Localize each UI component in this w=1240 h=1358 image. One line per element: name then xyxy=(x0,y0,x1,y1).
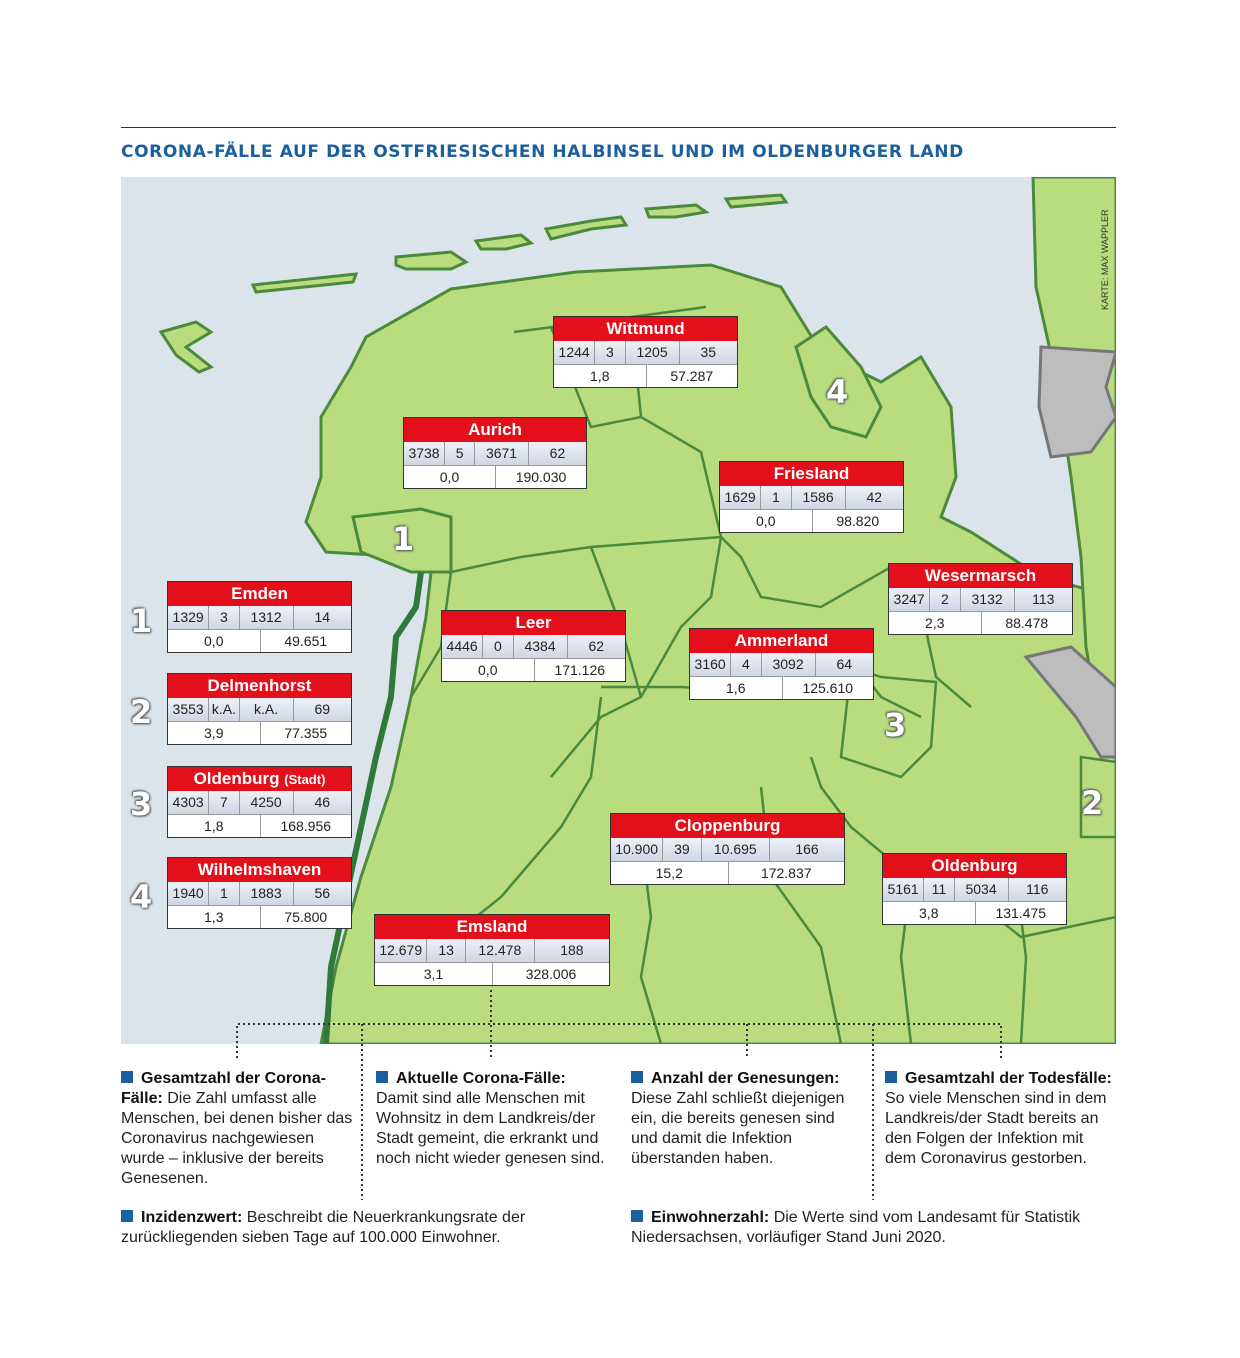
recovered: 4384 xyxy=(514,635,568,658)
deaths: 116 xyxy=(1026,881,1049,897)
population: 125.610 xyxy=(802,680,854,696)
district-box-aurich xyxy=(403,417,587,489)
total-cases: 1329 xyxy=(168,606,209,629)
island-juist xyxy=(253,274,356,292)
district-name: Friesland xyxy=(720,462,903,486)
recovered: 1586 xyxy=(792,486,846,509)
island-borkum xyxy=(161,322,211,372)
district-box-wilhelmshaven xyxy=(167,857,352,929)
legend-bullet xyxy=(121,1071,133,1083)
district-box-wittmund xyxy=(553,316,738,388)
recovered: 5034 xyxy=(955,878,1009,901)
map-credit: KARTE: MAX WAPPLER xyxy=(1100,209,1110,310)
deaths: 64 xyxy=(836,656,853,672)
deaths: 62 xyxy=(549,445,566,461)
island-baltrum xyxy=(476,235,531,249)
active-cases: k.A. xyxy=(209,698,239,721)
recovered: 3092 xyxy=(762,653,816,676)
legend-bullet xyxy=(631,1210,643,1222)
island-norderney xyxy=(396,252,466,269)
side-number-1: 1 xyxy=(130,602,153,640)
population: 75.800 xyxy=(284,909,328,925)
legend-text: Die Werte sind vom Landesamt für Statistik Niedersachsen, vorläufiger Stand Juni 2020. xyxy=(631,1209,1081,1246)
page-title: CORONA-FÄLLE AUF DER OSTFRIESISCHEN HALBINSEL UND IM OLDENBURGER LAND xyxy=(121,142,964,162)
population: 49.651 xyxy=(284,633,328,649)
total-cases: 3247 xyxy=(889,588,930,611)
map-number-2: 2 xyxy=(1081,784,1104,822)
total-cases: 1629 xyxy=(720,486,761,509)
district-name: Wilhelmshaven xyxy=(168,858,351,882)
active-cases: 13 xyxy=(427,939,465,962)
legend-text: So viele Menschen sind in dem Landkreis/der Stadt bereits an den Folgen der Infektion mit dem Coronavirus gestorben. xyxy=(885,1090,1107,1167)
total-cases: 5161 xyxy=(883,878,924,901)
incidence: 1,6 xyxy=(690,677,783,699)
district-box-emden xyxy=(167,581,352,653)
active-cases: 1 xyxy=(761,486,791,509)
top-rule xyxy=(121,127,1116,128)
incidence: 0,0 xyxy=(404,466,496,488)
population: 77.355 xyxy=(284,725,328,741)
deaths: 188 xyxy=(560,942,584,958)
incidence: 0,0 xyxy=(720,510,813,532)
recovered: 4250 xyxy=(240,791,294,814)
total-cases: 1244 xyxy=(554,341,595,364)
deaths: 69 xyxy=(314,701,331,717)
deaths: 35 xyxy=(700,344,717,360)
total-cases: 12.679 xyxy=(375,939,427,962)
active-cases: 0 xyxy=(483,635,513,658)
side-number-4: 4 xyxy=(130,878,153,916)
district-name: Wesermarsch xyxy=(889,564,1072,588)
legend-bullet xyxy=(376,1071,388,1083)
population: 172.837 xyxy=(760,865,812,881)
legend-term: Gesamtzahl der Corona-Fälle: xyxy=(121,1070,326,1107)
active-cases: 39 xyxy=(663,838,701,861)
legend-text: Beschreibt die Neuerkrankungsrate der zurückliegenden sieben Tage auf 100.000 Einwohner. xyxy=(121,1209,526,1246)
incidence: 15,2 xyxy=(611,862,729,884)
district-box-emsland xyxy=(374,914,610,986)
district-name: Cloppenburg xyxy=(611,814,844,838)
total-cases: 1940 xyxy=(168,882,209,905)
district-suffix: (Stadt) xyxy=(284,772,326,787)
recovered: 1312 xyxy=(240,606,294,629)
legend-term: Inzidenzwert: xyxy=(141,1209,243,1226)
total-cases: 4303 xyxy=(168,791,209,814)
district-name: Aurich xyxy=(404,418,586,442)
incidence: 3,9 xyxy=(168,722,261,744)
active-cases: 3 xyxy=(209,606,239,629)
district-box-delmenhorst xyxy=(167,673,352,745)
incidence: 2,3 xyxy=(889,612,982,634)
total-cases: 3738 xyxy=(404,442,445,465)
incidence: 3,8 xyxy=(883,902,976,924)
map-number-1: 1 xyxy=(392,520,415,558)
legend-text: Diese Zahl schließt diejenigen ein, die bereits genesen sind und damit die Infektion überstanden haben. xyxy=(631,1090,845,1167)
district-name: Emden xyxy=(168,582,351,606)
district-name: Wittmund xyxy=(554,317,737,341)
deaths: 166 xyxy=(795,841,819,857)
side-number-2: 2 xyxy=(130,693,153,731)
recovered: 3132 xyxy=(961,588,1015,611)
legend-recovered xyxy=(631,1069,863,1169)
legend-term: Einwohnerzahl: xyxy=(651,1209,770,1226)
recovered: 3671 xyxy=(475,442,529,465)
incidence: 0,0 xyxy=(442,659,535,681)
incidence: 1,8 xyxy=(554,365,647,387)
active-cases: 5 xyxy=(445,442,475,465)
recovered: 1883 xyxy=(240,882,294,905)
deaths: 62 xyxy=(588,638,605,654)
active-cases: 3 xyxy=(595,341,625,364)
legend-incidence xyxy=(121,1208,611,1248)
population: 171.126 xyxy=(554,662,606,678)
recovered: 10.695 xyxy=(702,838,771,861)
legend-deaths xyxy=(885,1069,1117,1169)
legend-term: Anzahl der Genesungen: xyxy=(651,1070,840,1087)
total-cases: 3553 xyxy=(168,698,209,721)
deaths: 113 xyxy=(1032,591,1055,607)
side-number-3: 3 xyxy=(130,785,153,823)
population: 131.475 xyxy=(995,905,1047,921)
deaths: 14 xyxy=(314,609,331,625)
district-box-friesland xyxy=(719,461,904,533)
legend-bullet xyxy=(121,1210,133,1222)
deaths: 46 xyxy=(314,794,331,810)
district-name: Delmenhorst xyxy=(168,674,351,698)
total-cases: 4446 xyxy=(442,635,483,658)
recovered: k.A. xyxy=(240,698,294,721)
incidence: 1,8 xyxy=(168,815,261,837)
total-cases: 10.900 xyxy=(611,838,663,861)
recovered: 1205 xyxy=(626,341,680,364)
active-cases: 2 xyxy=(930,588,960,611)
island-spiekeroog xyxy=(646,205,706,217)
island-langeoog xyxy=(546,217,626,239)
population: 168.956 xyxy=(280,818,332,834)
map-number-3: 3 xyxy=(884,706,907,744)
deaths: 56 xyxy=(314,885,331,901)
incidence: 3,1 xyxy=(375,963,493,985)
legend-term: Aktuelle Corona-Fälle: xyxy=(396,1070,566,1087)
district-box-cloppenburg xyxy=(610,813,845,885)
population: 57.287 xyxy=(670,368,714,384)
district-name: Oldenburg xyxy=(193,769,280,788)
legend-population xyxy=(631,1208,1111,1248)
district-name: Ammerland xyxy=(690,629,873,653)
legend-text: Die Zahl umfasst alle Menschen, bei denen bisher das Coronavirus nachgewiesen wurde – inklusive der bereits Genesenen. xyxy=(121,1090,353,1187)
population: 328.006 xyxy=(525,966,577,982)
population: 190.030 xyxy=(515,469,567,485)
legend-bullet xyxy=(885,1071,897,1083)
district-box-wesermarsch xyxy=(888,563,1073,635)
incidence: 1,3 xyxy=(168,906,261,928)
district-box-oldenburg-kreis xyxy=(882,853,1067,925)
population: 98.820 xyxy=(836,513,880,529)
district-box-leer xyxy=(441,610,626,682)
recovered: 12.478 xyxy=(466,939,535,962)
total-cases: 3160 xyxy=(690,653,731,676)
district-name: Oldenburg xyxy=(883,854,1066,878)
active-cases: 7 xyxy=(209,791,239,814)
district-box-ammerland xyxy=(689,628,874,700)
active-cases: 11 xyxy=(924,878,954,901)
map-number-4: 4 xyxy=(826,373,849,411)
active-cases: 4 xyxy=(731,653,761,676)
deaths: 42 xyxy=(866,489,883,505)
active-cases: 1 xyxy=(209,882,239,905)
legend-total xyxy=(121,1069,356,1189)
legend-term: Gesamtzahl der Todesfälle: xyxy=(905,1070,1112,1087)
island-wangerooge xyxy=(726,195,786,207)
district-name: Emsland xyxy=(375,915,609,939)
district-name: Leer xyxy=(442,611,625,635)
legend-bullet xyxy=(631,1071,643,1083)
legend-text: Damit sind alle Menschen mit Wohnsitz in dem Landkreis/der Stadt gemeint, die erkrankt und noch nicht wieder genesen sind. xyxy=(376,1090,605,1167)
population: 88.478 xyxy=(1005,615,1049,631)
legend-active xyxy=(376,1069,608,1169)
incidence: 0,0 xyxy=(168,630,261,652)
district-box-oldenburg-stadt xyxy=(167,766,352,838)
